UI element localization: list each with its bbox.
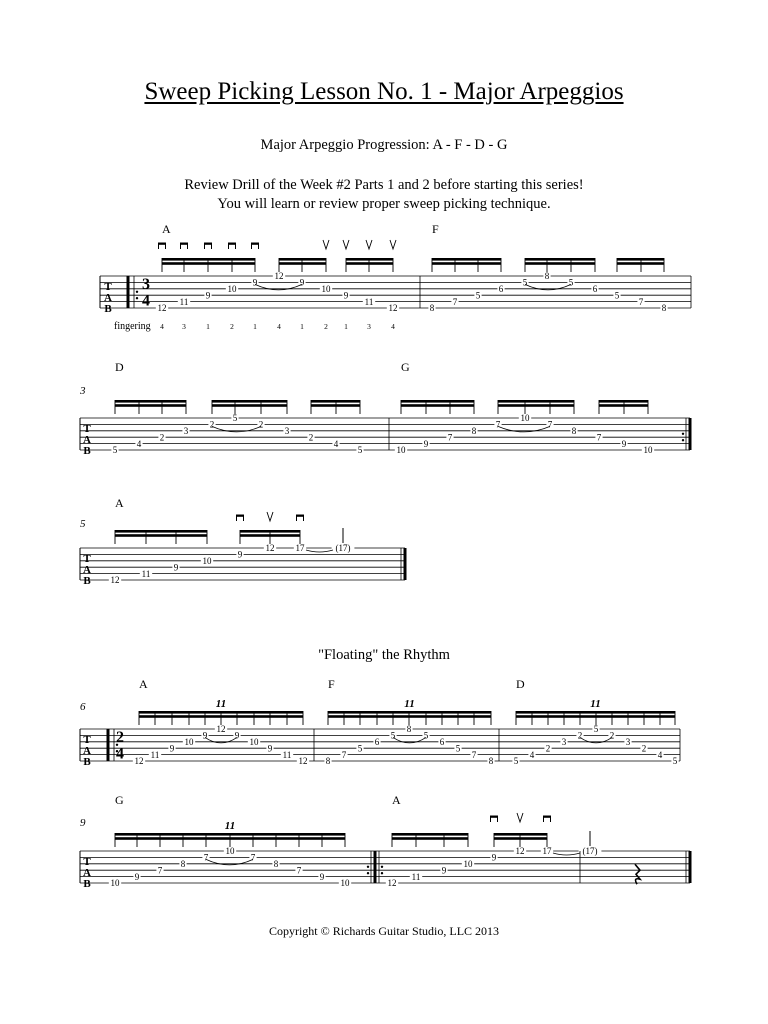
fingering-number: 4 bbox=[391, 322, 395, 331]
fingering-number: 3 bbox=[367, 322, 371, 331]
tab-clef-letter: T bbox=[83, 856, 91, 869]
fret-number: 9 bbox=[205, 290, 211, 301]
fret-number: 7 bbox=[495, 419, 501, 430]
downstroke-symbol bbox=[159, 243, 166, 249]
fingering-number: 4 bbox=[160, 322, 164, 331]
sixteenth-beam bbox=[115, 400, 186, 403]
fret-number: 9 bbox=[491, 852, 497, 863]
fret-number: 8 bbox=[180, 859, 186, 869]
repeat-dot bbox=[682, 433, 684, 435]
tuplet-number: 11 bbox=[404, 698, 415, 710]
fret-number: 6 bbox=[439, 737, 445, 747]
chord-symbol: G bbox=[401, 360, 410, 374]
tab-clef-letter: B bbox=[83, 756, 91, 768]
tie-arc bbox=[306, 550, 333, 552]
downstroke-symbol bbox=[237, 515, 244, 521]
sixteenth-beam bbox=[392, 837, 468, 840]
tab-clef-letter: B bbox=[104, 303, 112, 315]
upstroke-symbol bbox=[267, 512, 273, 521]
chord-symbol: A bbox=[162, 222, 171, 236]
fret-number: 5 bbox=[357, 445, 363, 456]
review-note-line-2: You will learn or review proper sweep picking technique. bbox=[217, 196, 551, 212]
fret-number: 10 bbox=[340, 878, 350, 889]
fret-number: 6 bbox=[374, 737, 380, 747]
repeat-dot bbox=[381, 866, 383, 868]
tab-clef-letter: A bbox=[83, 434, 91, 447]
sixteenth-beam bbox=[212, 404, 287, 407]
fret-number: 12 bbox=[274, 271, 284, 282]
downstroke-symbol bbox=[544, 816, 551, 822]
fret-number: 2 bbox=[577, 730, 583, 741]
tab-clef-letter: B bbox=[83, 878, 91, 890]
fingering-number: 3 bbox=[182, 322, 186, 331]
sixteenth-beam bbox=[279, 258, 326, 261]
fret-number: 3 bbox=[625, 737, 631, 747]
fret-number: 8 bbox=[571, 426, 577, 436]
fret-number: 3 bbox=[284, 426, 290, 436]
sixteenth-beam bbox=[212, 400, 287, 403]
chord-symbol: D bbox=[115, 360, 124, 374]
tab-clef-letter: B bbox=[83, 445, 91, 457]
measure-number: 5 bbox=[80, 518, 86, 530]
chord-symbol: D bbox=[516, 677, 525, 691]
down-stroke-bar bbox=[181, 243, 188, 245]
chord-symbol: G bbox=[115, 793, 124, 807]
sixteenth-beam bbox=[328, 715, 491, 718]
sixteenth-beam bbox=[599, 400, 648, 403]
sixteenth-beam bbox=[311, 400, 360, 403]
fret-number: 12 bbox=[265, 543, 275, 554]
sixteenth-beam bbox=[392, 833, 468, 836]
fret-number: 5 bbox=[672, 756, 678, 767]
fret-number: 8 bbox=[471, 426, 477, 436]
downstroke-symbol bbox=[297, 515, 304, 521]
fret-number: 7 bbox=[250, 852, 256, 863]
fret-number: 7 bbox=[341, 749, 347, 760]
fingering-number: 1 bbox=[344, 322, 348, 331]
fret-number: 5 bbox=[475, 290, 481, 301]
chord-symbol: F bbox=[432, 222, 439, 236]
tuplet-number: 11 bbox=[224, 820, 236, 832]
fret-number: 12 bbox=[388, 303, 398, 314]
tie-arc bbox=[553, 853, 580, 855]
fingering-number: 4 bbox=[277, 322, 281, 331]
sixteenth-beam bbox=[115, 534, 207, 537]
fret-number: 2 bbox=[159, 432, 165, 443]
fret-number: 5 bbox=[390, 730, 396, 741]
fret-number: 9 bbox=[441, 865, 447, 876]
fret-number: 9 bbox=[299, 277, 305, 288]
sixteenth-beam bbox=[617, 262, 664, 265]
sixteenth-beam bbox=[498, 400, 574, 403]
fret-number: 7 bbox=[547, 419, 553, 430]
fret-number: 17 bbox=[542, 846, 552, 857]
floating-rhythm-heading: "Floating" the Rhythm bbox=[318, 647, 450, 663]
sixteenth-beam bbox=[279, 262, 326, 265]
tuplet-number: 11 bbox=[215, 698, 227, 710]
fret-number: 3 bbox=[561, 737, 567, 747]
fret-number: 17 bbox=[295, 543, 305, 554]
fret-number: 9 bbox=[202, 730, 208, 741]
tab-clef-letter: A bbox=[104, 292, 112, 305]
fret-number: 10 bbox=[643, 445, 653, 456]
down-stroke-bar bbox=[159, 243, 166, 245]
fret-number: 8 bbox=[429, 303, 435, 314]
fret-number: 10 bbox=[321, 284, 331, 294]
sixteenth-beam bbox=[328, 711, 491, 714]
fret-number: 2 bbox=[641, 743, 647, 754]
fret-number: (17) bbox=[335, 543, 351, 554]
repeat-dot bbox=[367, 866, 369, 868]
fret-number: 11 bbox=[282, 749, 292, 760]
tab-clef-letter: A bbox=[83, 867, 91, 880]
fret-number: 5 bbox=[568, 277, 574, 288]
measure-number: 9 bbox=[80, 817, 86, 829]
chord-symbol: A bbox=[139, 677, 148, 691]
fret-number: 10 bbox=[249, 737, 259, 747]
fret-number: 4 bbox=[333, 438, 339, 449]
time-signature-bottom: 4 bbox=[116, 745, 124, 763]
quarter-rest bbox=[635, 864, 640, 884]
fret-number: 9 bbox=[252, 277, 258, 288]
fret-number: 9 bbox=[621, 438, 627, 449]
sixteenth-beam bbox=[115, 404, 186, 407]
repeat-dot bbox=[367, 872, 369, 874]
upstroke-symbol bbox=[390, 240, 396, 249]
sixteenth-beam bbox=[432, 262, 501, 265]
down-stroke-bar bbox=[229, 243, 236, 245]
fret-number: 8 bbox=[488, 756, 494, 767]
tab-clef-letter: A bbox=[83, 564, 91, 577]
fret-number: 7 bbox=[296, 865, 302, 876]
fret-number: 10 bbox=[396, 445, 406, 456]
fret-number: 10 bbox=[110, 878, 120, 889]
sixteenth-beam bbox=[498, 404, 574, 407]
fret-number: 9 bbox=[267, 743, 273, 754]
fret-number: 5 bbox=[593, 724, 599, 735]
upstroke-symbol bbox=[343, 240, 349, 249]
fret-number: 7 bbox=[157, 865, 163, 876]
fingering-number: 1 bbox=[206, 322, 210, 331]
fret-number: 12 bbox=[515, 846, 525, 857]
fret-number: 11 bbox=[141, 568, 151, 579]
sixteenth-beam bbox=[494, 833, 547, 836]
fret-number: 5 bbox=[423, 730, 429, 741]
fret-number: 12 bbox=[387, 878, 397, 889]
sixteenth-beam bbox=[516, 715, 675, 718]
sixteenth-beam bbox=[346, 258, 393, 261]
fret-number: 7 bbox=[638, 296, 644, 307]
fret-number: 9 bbox=[423, 438, 429, 449]
tab-clef-letter: T bbox=[104, 281, 112, 294]
fret-number: 11 bbox=[150, 749, 160, 760]
fret-number: 5 bbox=[614, 290, 620, 301]
upstroke-symbol bbox=[323, 240, 329, 249]
fret-number: 8 bbox=[273, 859, 279, 869]
chord-symbol: F bbox=[328, 677, 335, 691]
fret-number: 10 bbox=[184, 737, 194, 747]
sixteenth-beam bbox=[599, 404, 648, 407]
time-signature-top: 3 bbox=[142, 275, 150, 293]
fret-number: 9 bbox=[343, 290, 349, 301]
down-stroke-bar bbox=[205, 243, 212, 245]
fret-number: 8 bbox=[406, 724, 412, 735]
fret-number: 10 bbox=[202, 556, 212, 566]
fret-number: 7 bbox=[471, 749, 477, 760]
tab-clef-letter: T bbox=[83, 553, 91, 566]
fret-number: 12 bbox=[216, 724, 226, 735]
page-title: Sweep Picking Lesson No. 1 - Major Arpeggios bbox=[144, 78, 624, 105]
fret-number: 9 bbox=[234, 730, 240, 741]
down-stroke-bar bbox=[297, 515, 304, 517]
fret-number: 9 bbox=[134, 871, 140, 882]
fret-number: 7 bbox=[452, 296, 458, 307]
fret-number: 10 bbox=[227, 284, 237, 294]
fret-number: 10 bbox=[520, 413, 530, 424]
fret-number: 12 bbox=[157, 303, 167, 314]
time-signature-bottom: 4 bbox=[142, 292, 150, 310]
measure-number: 6 bbox=[80, 701, 86, 713]
fret-number: 12 bbox=[134, 756, 144, 767]
fingering-number: 2 bbox=[324, 322, 328, 331]
fret-number: 4 bbox=[657, 749, 663, 760]
fret-number: 11 bbox=[179, 296, 189, 307]
fret-number: (17) bbox=[582, 846, 598, 857]
upstroke-symbol bbox=[366, 240, 372, 249]
down-stroke-bar bbox=[544, 816, 551, 818]
fret-number: 4 bbox=[529, 749, 535, 760]
repeat-dot bbox=[136, 291, 138, 293]
fret-number: 2 bbox=[308, 432, 314, 443]
fret-number: 5 bbox=[357, 743, 363, 754]
fret-number: 10 bbox=[463, 859, 473, 869]
downstroke-symbol bbox=[205, 243, 212, 249]
sixteenth-beam bbox=[115, 530, 207, 533]
fret-number: 11 bbox=[411, 871, 421, 882]
down-stroke-bar bbox=[237, 515, 244, 517]
sixteenth-beam bbox=[401, 400, 474, 403]
measure-number: 3 bbox=[80, 385, 86, 397]
fret-number: 7 bbox=[203, 852, 209, 863]
fret-number: 8 bbox=[544, 271, 550, 282]
downstroke-symbol bbox=[491, 816, 498, 822]
down-stroke-bar bbox=[491, 816, 498, 818]
fret-number: 8 bbox=[325, 756, 331, 767]
fret-number: 6 bbox=[592, 284, 598, 294]
tab-clef-letter: T bbox=[83, 734, 91, 747]
sixteenth-beam bbox=[617, 258, 664, 261]
chord-symbol: A bbox=[115, 496, 124, 510]
sixteenth-beam bbox=[516, 711, 675, 714]
repeat-dot bbox=[136, 297, 138, 299]
tab-clef-letter: A bbox=[83, 745, 91, 758]
fret-number: 9 bbox=[169, 743, 175, 754]
fret-number: 7 bbox=[596, 432, 602, 443]
fingering-number: 1 bbox=[253, 322, 257, 331]
repeat-dot bbox=[381, 872, 383, 874]
fret-number: 5 bbox=[232, 413, 238, 424]
sixteenth-beam bbox=[162, 262, 255, 265]
fret-number: 2 bbox=[545, 743, 551, 754]
fret-number: 9 bbox=[173, 562, 179, 573]
tab-clef-letter: T bbox=[83, 423, 91, 436]
fret-number: 11 bbox=[364, 296, 374, 307]
fret-number: 2 bbox=[258, 419, 264, 430]
fret-number: 12 bbox=[110, 575, 120, 586]
fret-number: 7 bbox=[447, 432, 453, 443]
review-note-line-1: Review Drill of the Week #2 Parts 1 and 2 before starting this series! bbox=[184, 177, 584, 193]
sixteenth-beam bbox=[525, 262, 595, 265]
fret-number: 4 bbox=[136, 438, 142, 449]
downstroke-symbol bbox=[252, 243, 259, 249]
chord-symbol: A bbox=[392, 793, 401, 807]
fingering-number: 2 bbox=[230, 322, 234, 331]
fret-number: 2 bbox=[609, 730, 615, 741]
upstroke-symbol bbox=[517, 813, 523, 822]
tuplet-number: 11 bbox=[590, 698, 601, 710]
time-signature-top: 2 bbox=[116, 728, 124, 746]
downstroke-symbol bbox=[181, 243, 188, 249]
fingering-label: fingering bbox=[114, 321, 151, 332]
fret-number: 9 bbox=[237, 549, 243, 560]
copyright-notice: Copyright © Richards Guitar Studio, LLC 2013 bbox=[268, 924, 500, 938]
fret-number: 3 bbox=[183, 426, 189, 436]
downstroke-symbol bbox=[229, 243, 236, 249]
fret-number: 12 bbox=[298, 756, 308, 767]
fret-number: 5 bbox=[112, 445, 118, 456]
fret-number: 2 bbox=[209, 419, 215, 430]
fret-number: 6 bbox=[498, 284, 504, 294]
fret-number: 9 bbox=[319, 871, 325, 882]
sixteenth-beam bbox=[494, 837, 547, 840]
sixteenth-beam bbox=[432, 258, 501, 261]
repeat-dot bbox=[682, 439, 684, 441]
sixteenth-beam bbox=[162, 258, 255, 261]
sixteenth-beam bbox=[401, 404, 474, 407]
tab-clef-letter: B bbox=[83, 575, 91, 587]
down-stroke-bar bbox=[252, 243, 259, 245]
fret-number: 10 bbox=[225, 846, 235, 857]
fret-number: 5 bbox=[455, 743, 461, 754]
fret-number: 5 bbox=[513, 756, 519, 767]
sixteenth-beam bbox=[346, 262, 393, 265]
progression-subtitle: Major Arpeggio Progression: A - F - D - G bbox=[260, 137, 508, 153]
fret-number: 5 bbox=[522, 277, 528, 288]
sixteenth-beam bbox=[311, 404, 360, 407]
fret-number: 8 bbox=[661, 303, 667, 314]
fingering-number: 1 bbox=[300, 322, 304, 331]
sixteenth-beam bbox=[525, 258, 595, 261]
